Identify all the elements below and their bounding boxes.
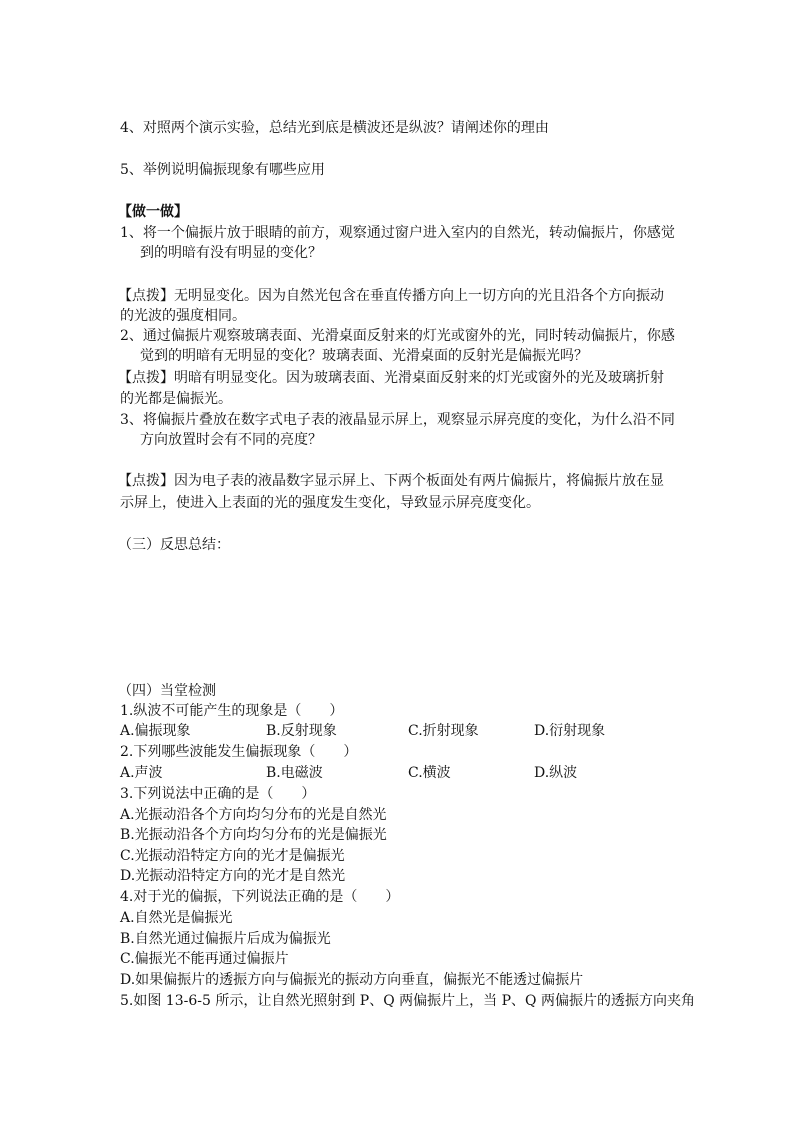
q2-option-b: B.电磁波: [266, 765, 323, 781]
q1-option-b: B.反射现象: [266, 723, 337, 739]
q4-option-b: B.自然光通过偏振片后成为偏振光: [120, 931, 331, 947]
check-question-5: 5.如图 13-6-5 所示，让自然光照射到 P、Q 两偏振片上，当 P、Q 两偏振片的透振方向夹角: [120, 993, 695, 1009]
q3-option-c: C.光振动沿特定方向的光才是偏振光: [120, 848, 345, 864]
do-it-item-2-cont: 觉到的明暗有无明显的变化？玻璃表面、光滑桌面的反射光是偏振光吗？: [140, 348, 588, 364]
check-question-1: 1.纵波不可能产生的现象是（ ）: [120, 703, 344, 719]
do-it-heading: 【做一做】: [118, 204, 188, 220]
q4-option-c: C.偏振光不能再通过偏振片: [120, 951, 289, 967]
tip-2: 【点拨】明暗有明显变化。因为玻璃表面、光滑桌面反射来的灯光或窗外的光及玻璃折射: [118, 370, 664, 386]
do-it-item-1-cont: 到的明暗有没有明显的变化？: [140, 245, 322, 261]
q3-option-d: D.光振动沿特定方向的光才是自然光: [120, 868, 346, 884]
tip-1-cont: 的光波的强度相同。: [120, 308, 246, 324]
q2-option-a: A.声波: [120, 765, 163, 781]
check-question-2: 2.下列哪些波能发生偏振现象（ ）: [120, 744, 358, 760]
tip-2-cont: 的光都是偏振光。: [120, 391, 232, 407]
tip-1: 【点拨】无明显变化。因为自然光包含在垂直传播方向上一切方向的光且沿各个方向振动: [118, 288, 664, 304]
tip-3-cont: 示屏上，使进入上表面的光的强度发生变化，导致显示屏亮度变化。: [120, 495, 540, 511]
question-5: 5、举例说明偏振现象有哪些应用: [120, 162, 325, 178]
q2-option-c: C.横波: [408, 765, 451, 781]
q1-option-c: C.折射现象: [408, 723, 479, 739]
check-question-3: 3.下列说法中正确的是（ ）: [120, 786, 316, 802]
do-it-item-2: 2、通过偏振片观察玻璃表面、光滑桌面反射来的灯光或窗外的光，同时转动偏振片，你感: [120, 328, 675, 344]
q2-option-d: D.纵波: [534, 765, 578, 781]
q1-option-d: D.衍射现象: [534, 723, 606, 739]
q1-option-a: A.偏振现象: [120, 723, 191, 739]
do-it-item-1: 1、将一个偏振片放于眼睛的前方，观察通过窗户进入室内的自然光，转动偏振片，你感觉: [120, 225, 675, 241]
tip-3: 【点拨】因为电子表的液晶数字显示屏上、下两个板面处有两片偏振片，将偏振片放在显: [118, 473, 664, 489]
do-it-item-3: 3、将偏振片叠放在数字式电子表的液晶显示屏上，观察显示屏亮度的变化，为什么沿不同: [120, 412, 675, 428]
question-4: 4、对照两个演示实验，总结光到底是横波还是纵波？请阐述你的理由: [120, 120, 549, 136]
q3-option-b: B.光振动沿各个方向均匀分布的光是偏振光: [120, 827, 387, 843]
q3-option-a: A.光振动沿各个方向均匀分布的光是自然光: [120, 807, 387, 823]
q4-option-d: D.如果偏振片的透振方向与偏振光的振动方向垂直，偏振光不能透过偏振片: [120, 972, 584, 988]
do-it-item-3-cont: 方向放置时会有不同的亮度？: [140, 432, 322, 448]
reflection-heading: （三）反思总结：: [118, 537, 230, 553]
check-question-4: 4.对于光的偏振，下列说法正确的是（ ）: [120, 889, 400, 905]
q4-option-a: A.自然光是偏振光: [120, 910, 233, 926]
check-heading: （四）当堂检测: [118, 683, 216, 699]
